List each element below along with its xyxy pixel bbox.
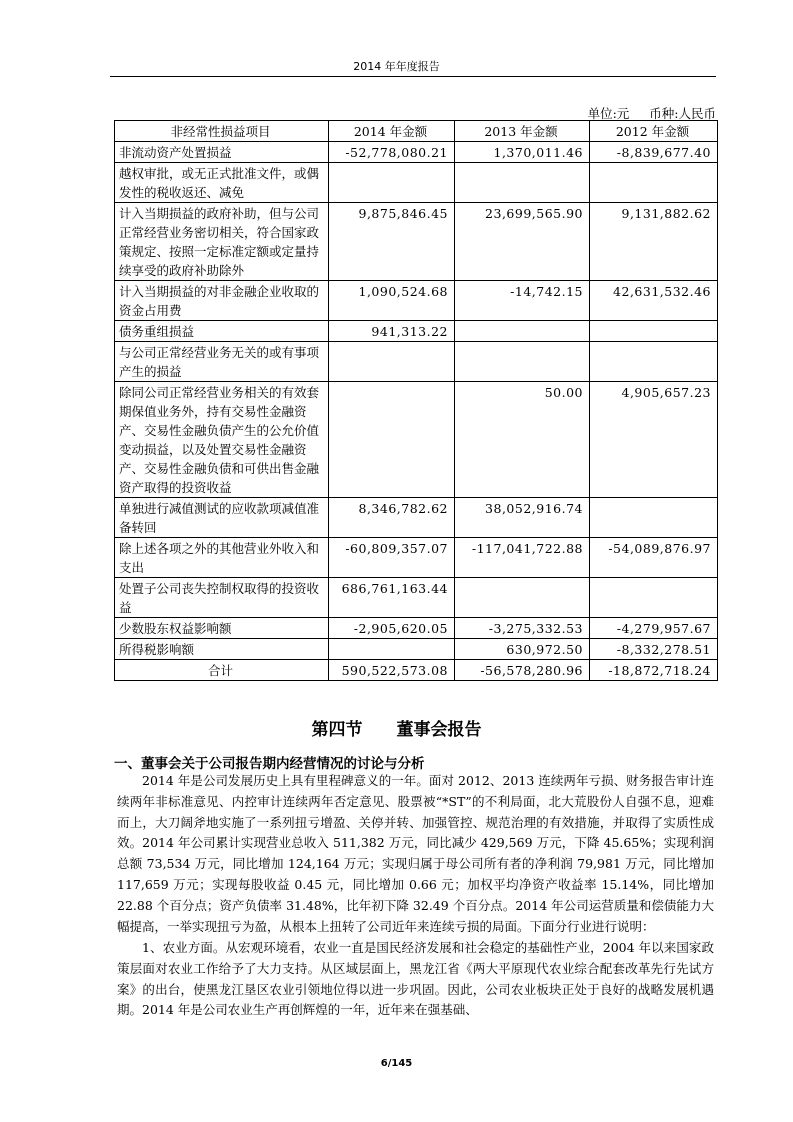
value-2012 <box>590 321 718 342</box>
value-2013: 23,699,565.90 <box>455 203 590 281</box>
value-2014 <box>329 163 455 203</box>
table-row <box>115 498 718 538</box>
table-row <box>115 578 718 618</box>
subheading: 一、董事会关于公司报告期内经营情况的讨论与分析 <box>114 756 425 772</box>
total-2012: -18,872,718.24 <box>590 660 718 681</box>
table-row <box>115 163 718 203</box>
value-2012: -4,279,957.67 <box>590 618 718 639</box>
table-header-row <box>115 121 718 142</box>
value-2013: 630,972.50 <box>455 639 590 660</box>
table-row <box>115 281 718 321</box>
value-2013: 50.00 <box>455 382 590 498</box>
body-paragraph-2 <box>117 938 714 1021</box>
value-2012 <box>590 578 718 618</box>
table-row <box>115 342 718 382</box>
row-label: 单独进行减值测试的应收款项减值准备转回 <box>115 498 329 538</box>
table-row <box>115 538 718 578</box>
value-2014: 8,346,782.62 <box>329 498 455 538</box>
row-label: 少数股东权益影响额 <box>115 618 329 639</box>
row-label: 计入当期损益的政府补助，但与公司正常经营业务密切相关，符合国家政策规定、按照一定标准定额或定量持续享受的政府补助除外 <box>115 203 329 281</box>
column-header-2014: 2014 年金额 <box>329 121 455 142</box>
value-2014: 1,090,524.68 <box>329 281 455 321</box>
row-label: 与公司正常经营业务无关的或有事项产生的损益 <box>115 342 329 382</box>
value-2013: 38,052,916.74 <box>455 498 590 538</box>
table-row <box>115 142 718 163</box>
column-header-2013: 2013 年金额 <box>455 121 590 142</box>
value-2012: -54,089,876.97 <box>590 538 718 578</box>
paragraph-text: 1、农业方面。从宏观环境看，农业一直是国民经济发展和社会稳定的基础性产业，2004 年以来国家政策层面对农业工作给予了大力支持。从区域层面上，黑龙江省《两大平原现代农业综合配套改革先行先试方案》的出台，使黑龙江垦区农业引领地位得以进一步巩固。因此，公司农业板块正处于良好的战略发展机遇期。2014 年是公司农业生产再创辉煌的一年，近年来在强基础、 <box>117 940 714 1018</box>
value-2014: -60,809,357.07 <box>329 538 455 578</box>
value-2012: 4,905,657.23 <box>590 382 718 498</box>
value-2012: 42,631,532.46 <box>590 281 718 321</box>
row-label: 非流动资产处置损益 <box>115 142 329 163</box>
total-label: 合计 <box>115 660 329 681</box>
row-label: 越权审批，或无正式批准文件，或偶发性的税收返还、减免 <box>115 163 329 203</box>
row-label: 计入当期损益的对非金融企业收取的资金占用费 <box>115 281 329 321</box>
row-label: 处置子公司丧失控制权取得的投资收益 <box>115 578 329 618</box>
table-row <box>115 639 718 660</box>
column-header-item: 非经常性损益项目 <box>115 121 329 142</box>
value-2012: -8,839,677.40 <box>590 142 718 163</box>
value-2014: 9,875,846.45 <box>329 203 455 281</box>
body-paragraph-1 <box>117 771 714 937</box>
row-label: 除上述各项之外的其他营业外收入和支出 <box>115 538 329 578</box>
table-row <box>115 382 718 498</box>
value-2012 <box>590 498 718 538</box>
value-2014 <box>329 639 455 660</box>
value-2013: 1,370,011.46 <box>455 142 590 163</box>
table-row <box>115 618 718 639</box>
page-header: 2014 年年度报告 <box>353 60 440 73</box>
value-2012: 9,131,882.62 <box>590 203 718 281</box>
value-2012 <box>590 342 718 382</box>
unit-label: 单位:元 <box>587 106 630 121</box>
column-header-2012: 2012 年金额 <box>590 121 718 142</box>
total-2014: 590,522,573.08 <box>329 660 455 681</box>
section-number: 第四节 <box>311 720 363 740</box>
row-label: 债务重组损益 <box>115 321 329 342</box>
row-label: 除同公司正常经营业务相关的有效套期保值业务外，持有交易性金融资产、交易性金融负债产生的公允价值变动损益，以及处置交易性金融资产、交易性金融负债和可供出售金融资产取得的投资收益 <box>115 382 329 498</box>
value-2013 <box>455 342 590 382</box>
value-2013 <box>455 578 590 618</box>
paragraph-text: 2014 年是公司发展历史上具有里程碑意义的一年。面对 2012、2013 连续两年亏损、财务报告审计连续两年非标准意见、内控审计连续两年否定意见、股票被“*ST”的不利局面，北大荒股份人自强不息，迎难而上，大刀阔斧地实施了一系列扭亏增盈、关停并转、加强管控、规范治理的有效措施，并取得了实质性成效。2014 年公司累计实现营业总收入 511,382 万元，同比减少 429,569 万元，下降 45.65%；实现利润总额 73,534 万元，同比增加 124,164 万元；实现归属于母公司所有者的净利润 79,981 万元，同比增加 117,659 万元；实现每股收益 0.45 元，同比增加 0.66 元；加权平均净资产收益率 15.14%，同比增加 22.88 个百分点；资产负债率 31.48%，比年初下降 32.49 个百分点。2014 年公司运营质量和偿债能力大幅提高，一举实现扭亏为盈，从根本上扭转了公司近年来连续亏损的局面。下面分行业进行说明： <box>117 773 714 934</box>
table-total-row <box>115 660 718 681</box>
value-2013: -3,275,332.53 <box>455 618 590 639</box>
value-2012: -8,332,278.51 <box>590 639 718 660</box>
value-2014: 941,313.22 <box>329 321 455 342</box>
non-recurring-gains-losses-table <box>114 120 718 681</box>
value-2013 <box>455 321 590 342</box>
currency-label: 币种:人民币 <box>649 106 716 121</box>
value-2014: 686,761,163.44 <box>329 578 455 618</box>
section-name: 董事会报告 <box>396 720 482 740</box>
value-2013: -117,041,722.88 <box>455 538 590 578</box>
value-2012 <box>590 163 718 203</box>
page-number: 6/145 <box>380 1058 413 1069</box>
table-row <box>115 203 718 281</box>
value-2013 <box>455 163 590 203</box>
value-2014 <box>329 382 455 498</box>
row-label: 所得税影响额 <box>115 639 329 660</box>
value-2014 <box>329 342 455 382</box>
value-2014: -52,778,080.21 <box>329 142 455 163</box>
value-2013: -14,742.15 <box>455 281 590 321</box>
total-2013: -56,578,280.96 <box>455 660 590 681</box>
value-2014: -2,905,620.05 <box>329 618 455 639</box>
table-row <box>115 321 718 342</box>
header-divider <box>110 76 716 77</box>
section-title <box>0 715 793 740</box>
